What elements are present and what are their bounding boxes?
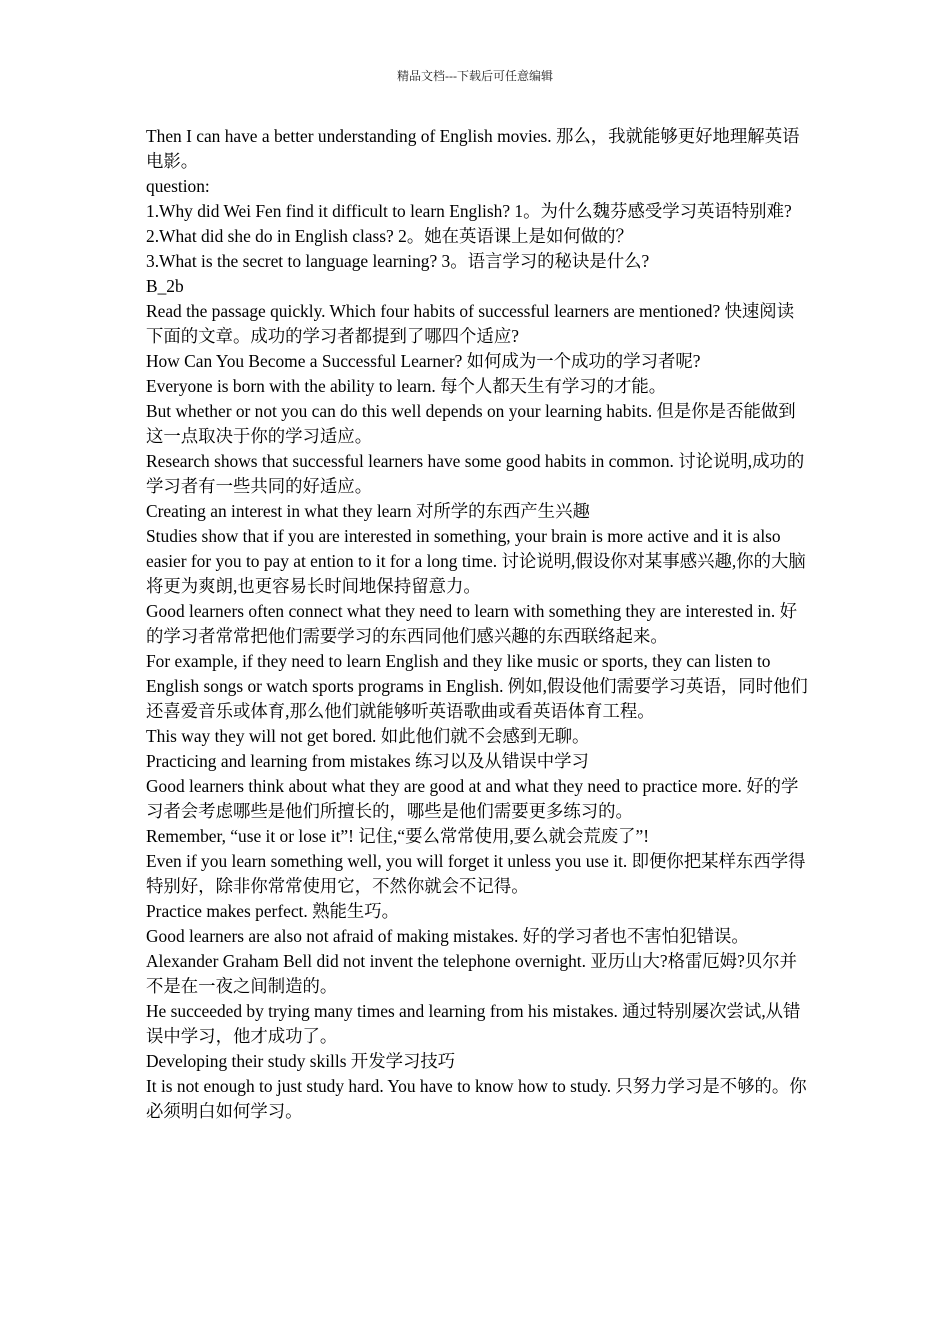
paragraph: Practice makes perfect. 熟能生巧。 (146, 901, 400, 921)
paragraph: Read the passage quickly. Which four habits of successful learners are mentioned? 快速阅读下面的文章。成功的学习者都提到了哪四个适应? (146, 301, 795, 346)
paragraph: Everyone is born with the ability to learn. 每个人都天生有学习的才能。 (146, 376, 667, 396)
paragraph: 1.Why did Wei Fen find it difficult to learn English? 1。为什么魏芬感受学习英语特别难? (146, 201, 792, 221)
paragraph: Good learners are also not afraid of making mistakes. 好的学习者也不害怕犯错误。 (146, 926, 749, 946)
paragraph: question: (146, 176, 210, 196)
paragraph: Alexander Graham Bell did not invent the telephone overnight. 亚历山大?格雷厄姆?贝尔并不是在一夜之间制造的。 (146, 951, 798, 996)
paragraph: Research shows that successful learners have some good habits in common. 讨论说明,成功的学习者有一些共同的好适应。 (146, 451, 805, 496)
paragraph: Remember, “use it or lose it”! 记住,“要么常常使用,要么就会荒废了”! (146, 826, 650, 846)
paragraph: This way they will not get bored. 如此他们就不会感到无聊。 (146, 726, 590, 746)
paragraph: Even if you learn something well, you will forget it unless you use it. 即便你把某样东西学得特别好，除非你常常使用它，不然你就会不记得。 (146, 851, 806, 896)
page-header: 精品文档---下载后可任意编辑 (397, 69, 553, 83)
paragraph: 3.What is the secret to language learning? 3。语言学习的秘诀是什么? (146, 251, 650, 271)
paragraph: Studies show that if you are interested in something, your brain is more active and it is also easier for you to pay at ention to it for a long time. 讨论说明,假设你对某事感兴趣,你的大脑将更为爽朗,也更容易长时间地保持留意力。 (146, 526, 806, 596)
paragraph: He succeeded by trying many times and learning from his mistakes. 通过特别屡次尝试,从错误中学习，他才成功了。 (146, 1001, 801, 1046)
paragraph: Developing their study skills 开发学习技巧 (146, 1051, 456, 1071)
paragraph: How Can You Become a Successful Learner? 如何成为一个成功的学习者呢? (146, 351, 701, 371)
paragraph: Good learners often connect what they need to learn with something they are interested in. 好的学习者常常把他们需要学习的东西同他们感兴趣的东西联络起来。 (146, 601, 797, 646)
paragraph: For example, if they need to learn English and they like music or sports, they can listen to English songs or watch sports programs in English. 例如,假设他们需要学习英语，同时他们还喜爱音乐或体育,那么他们就能够听英语歌曲或看英语体育工程。 (146, 651, 808, 721)
paragraph: Then I can have a better understanding of English movies. 那么，我就能够更好地理解英语电影。 (146, 126, 800, 171)
paragraph: B_2b (146, 276, 184, 296)
paragraph: 2.What did she do in English class? 2。她在英语课上是如何做的？ (146, 226, 633, 246)
paragraph: It is not enough to just study hard. You have to know how to study. 只努力学习是不够的。你必须明白如何学习。 (146, 1076, 807, 1121)
paragraph: But whether or not you can do this well depends on your learning habits. 但是你是否能做到这一点取决于你的学习适应。 (146, 401, 796, 446)
document-body (146, 124, 810, 1124)
paragraph: Creating an interest in what they learn 对所学的东西产生兴趣 (146, 501, 590, 521)
paragraph: Practicing and learning from mistakes 练习以及从错误中学习 (146, 751, 589, 771)
paragraph: Good learners think about what they are good at and what they need to practice more. 好的学习者会考虑哪些是他们所擅长的，哪些是他们需要更多练习的。 (146, 776, 799, 821)
